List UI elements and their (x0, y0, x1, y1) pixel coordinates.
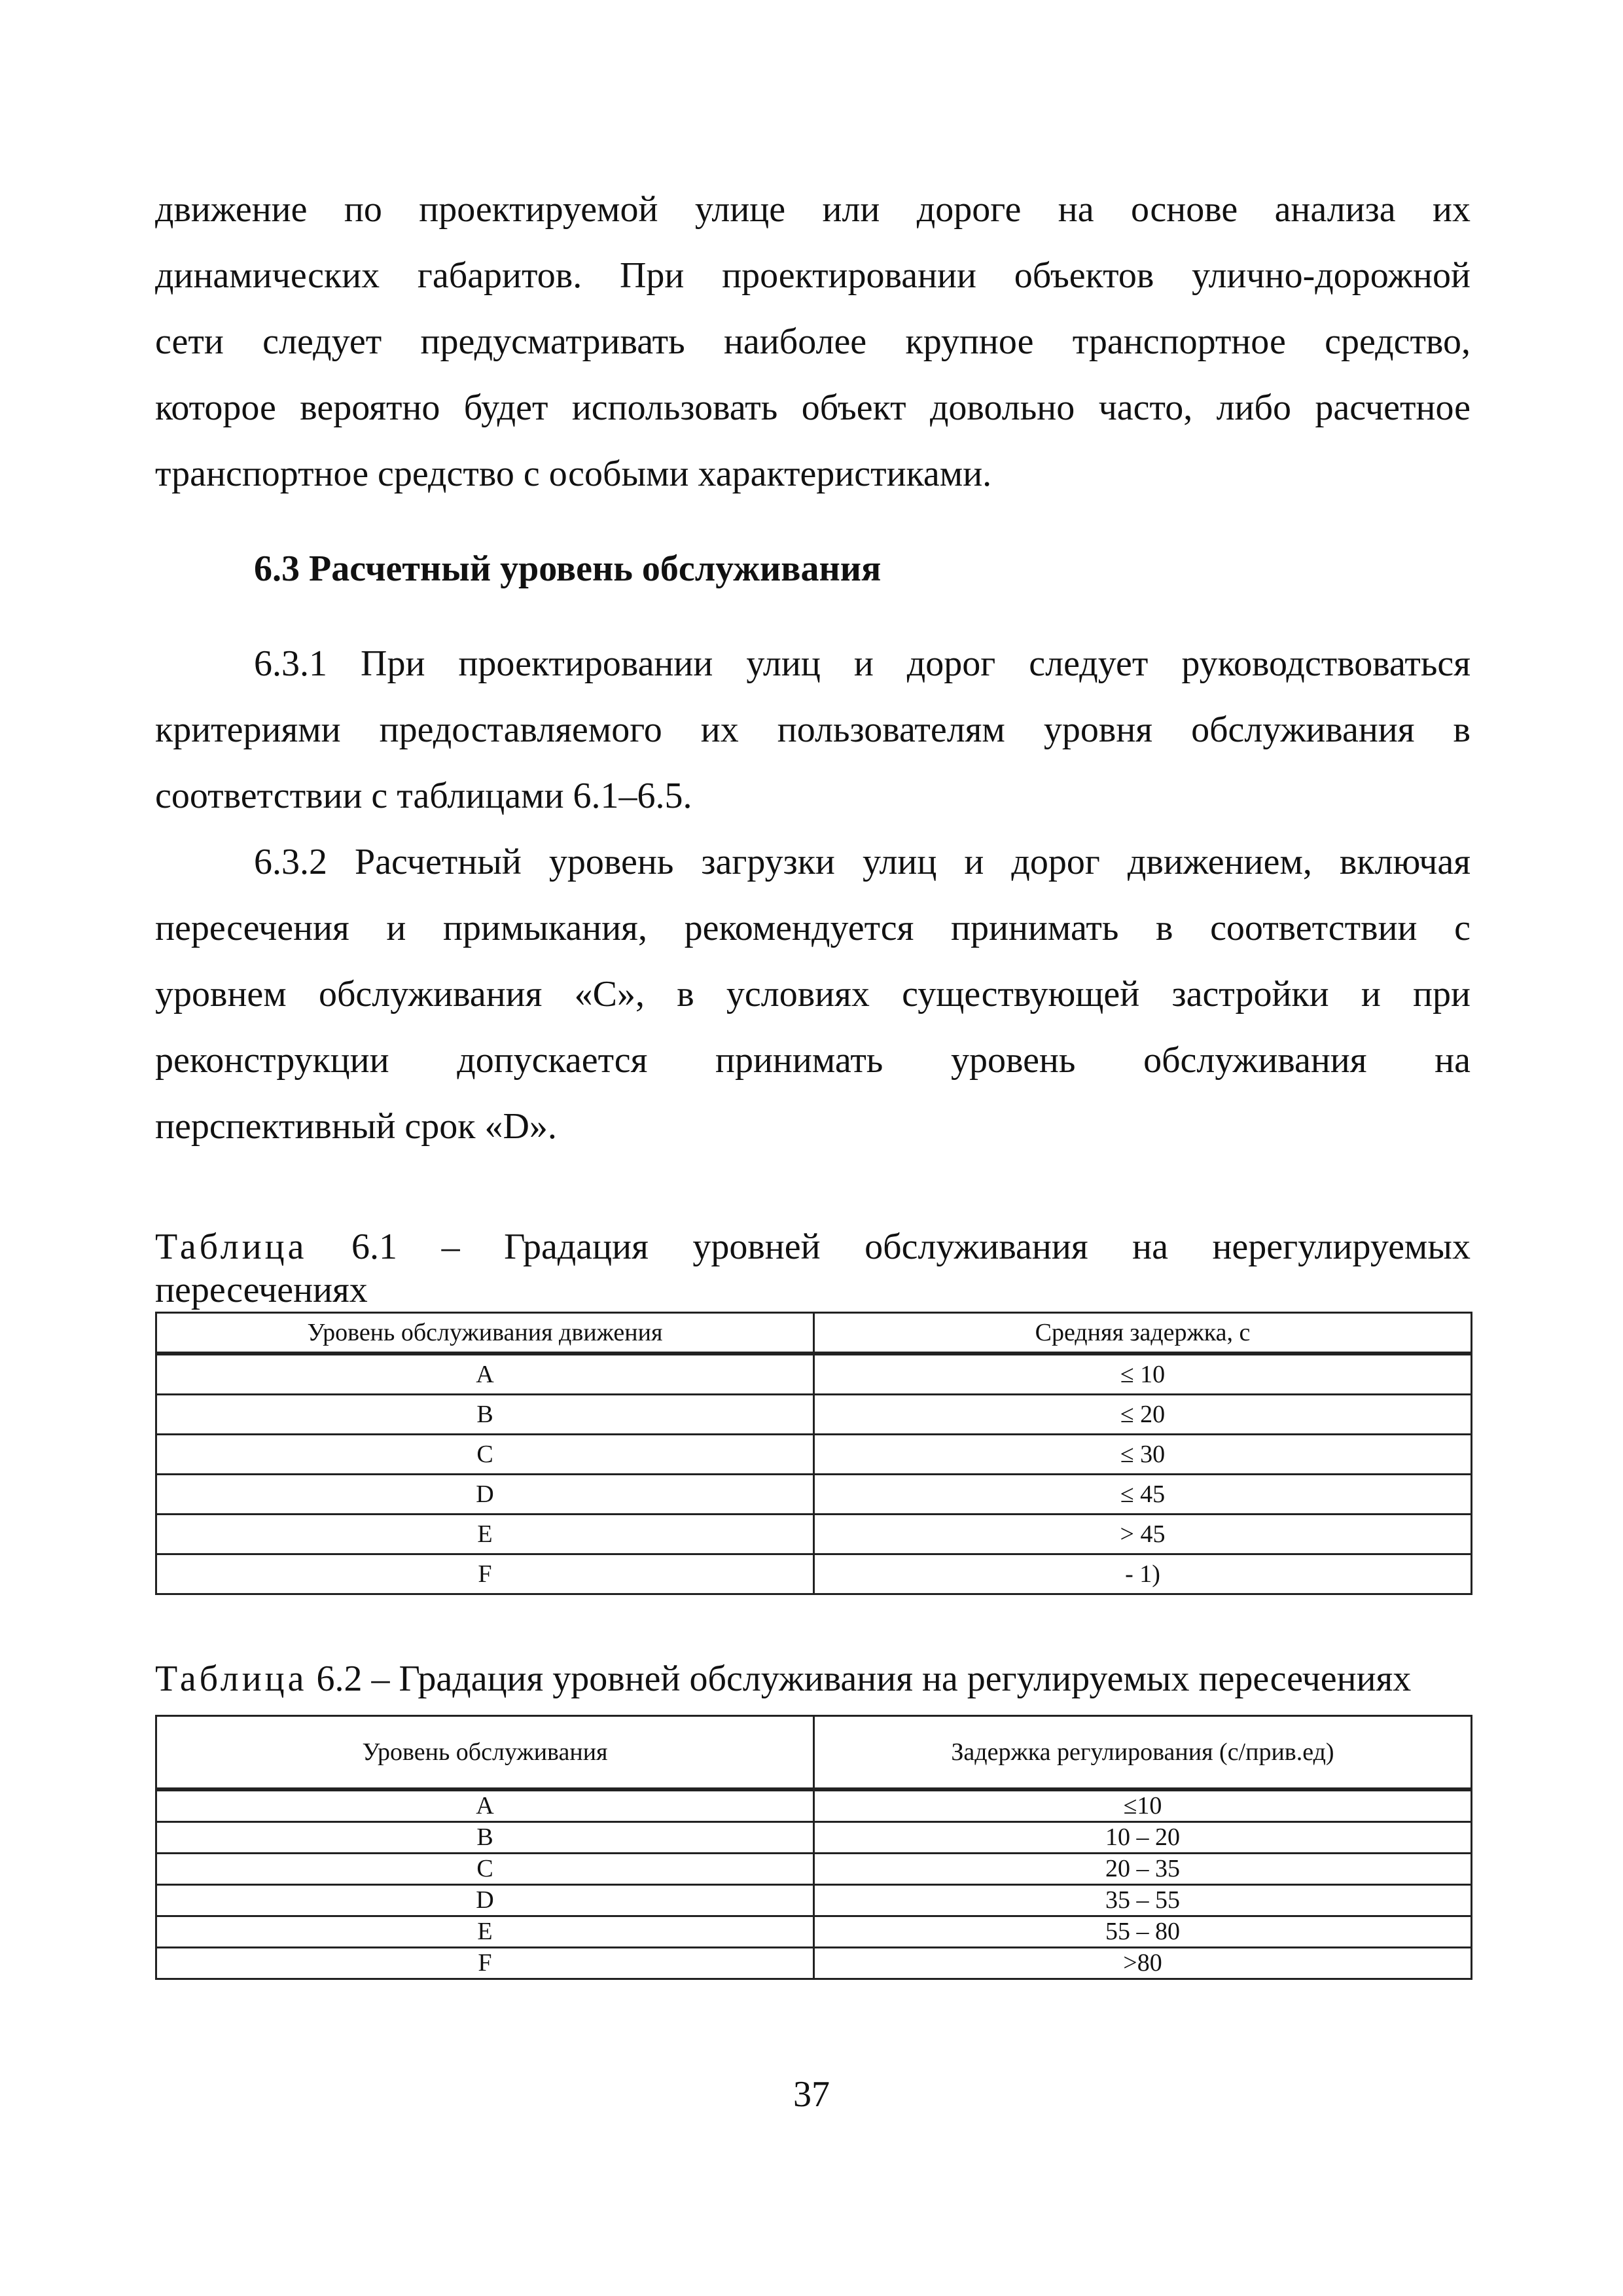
section-heading: 6.3 Расчетный уровень обслуживания (254, 548, 882, 589)
column-header: Уровень обслуживания движения (156, 1313, 814, 1354)
table-cell: D (156, 1475, 814, 1515)
table-cell: ≤ 45 (814, 1475, 1472, 1515)
table-cell: F (156, 1554, 814, 1594)
text-line: уровнем обслуживания «С», в условиях существующей застройки и при (155, 974, 1471, 1014)
table-cell: 20 – 35 (814, 1854, 1472, 1885)
text-line: соответствии с таблицами 6.1–6.5. (155, 776, 692, 816)
paragraph-6-3-1 (155, 631, 1471, 829)
table-row (156, 1916, 1472, 1948)
page-content (155, 177, 1471, 1980)
table-cell: ≤ 10 (814, 1354, 1472, 1395)
table-cell: B (156, 1395, 814, 1435)
table-cell: 35 – 55 (814, 1885, 1472, 1916)
text-line: критериями предоставляемого их пользователям уровня обслуживания в (155, 709, 1471, 750)
table1-caption (155, 1225, 1471, 1312)
table-level-signalized (155, 1715, 1472, 1980)
caption-line: пересечениях (155, 1270, 368, 1310)
table-row (156, 1885, 1472, 1916)
caption-label: Таблица (155, 1659, 308, 1699)
table-cell: C (156, 1854, 814, 1885)
table-cell: ≤10 (814, 1789, 1472, 1822)
table-cell: ≤ 20 (814, 1395, 1472, 1435)
table-cell: > 45 (814, 1515, 1472, 1554)
table-header-row (156, 1313, 1472, 1354)
text-line: динамических габаритов. При проектировании объектов улично-дорожной (155, 255, 1471, 296)
table-row (156, 1475, 1472, 1515)
table-cell: >80 (814, 1948, 1472, 1979)
table-cell: - 1) (814, 1554, 1472, 1594)
table-row (156, 1789, 1472, 1822)
caption-text: 6.1 – Градация уровней обслуживания на нерегулируемых (351, 1227, 1471, 1267)
table-cell: B (156, 1822, 814, 1854)
table-cell: E (156, 1916, 814, 1948)
text-line: 6.3.1 При проектировании улиц и дорог следует руководствоваться (254, 643, 1471, 684)
text-line: движение по проектируемой улице или дороге на основе анализа их (155, 189, 1471, 230)
table-row (156, 1395, 1472, 1435)
table-row (156, 1948, 1472, 1979)
table-cell: D (156, 1885, 814, 1916)
column-header: Уровень обслуживания (156, 1716, 814, 1790)
table-level-unsignalized (155, 1312, 1472, 1595)
paragraph-6-3-2 (155, 829, 1471, 1160)
text-line: реконструкции допускается принимать уровень обслуживания на (155, 1040, 1471, 1081)
table-cell: E (156, 1515, 814, 1554)
table-row (156, 1822, 1472, 1854)
text-line: пересечения и примыкания, рекомендуется принимать в соответствии с (155, 908, 1471, 948)
column-header: Средняя задержка, с (814, 1313, 1472, 1354)
table-cell: 10 – 20 (814, 1822, 1472, 1854)
text-line: перспективный срок «D». (155, 1106, 557, 1147)
text-line: сети следует предусматривать наиболее крупное транспортное средство, (155, 321, 1471, 362)
text-line: транспортное средство с особыми характеристиками. (155, 454, 992, 494)
table-cell: 55 – 80 (814, 1916, 1472, 1948)
table2-caption (155, 1657, 1471, 1700)
caption-text: 6.2 – Градация уровней обслуживания на регулируемых пересечениях (316, 1659, 1412, 1699)
table-row (156, 1354, 1472, 1395)
table-row (156, 1435, 1472, 1475)
page-number: 37 (793, 2074, 830, 2115)
table-cell: F (156, 1948, 814, 1979)
paragraph-intro (155, 177, 1471, 507)
column-header: Задержка регулирования (с/прив.ед) (814, 1716, 1472, 1790)
table-row (156, 1854, 1472, 1885)
table-cell: A (156, 1789, 814, 1822)
table-header-row (156, 1716, 1472, 1790)
table-row (156, 1515, 1472, 1554)
table-row (156, 1554, 1472, 1594)
caption-line (155, 1657, 1471, 1700)
caption-line (155, 1225, 1471, 1268)
table-cell: A (156, 1354, 814, 1395)
text-line: которое вероятно будет использовать объект довольно часто, либо расчетное (155, 387, 1471, 428)
table-cell: ≤ 30 (814, 1435, 1472, 1475)
caption-label: Таблица (155, 1227, 308, 1267)
table-cell: C (156, 1435, 814, 1475)
text-line: 6.3.2 Расчетный уровень загрузки улиц и дорог движением, включая (254, 842, 1471, 882)
